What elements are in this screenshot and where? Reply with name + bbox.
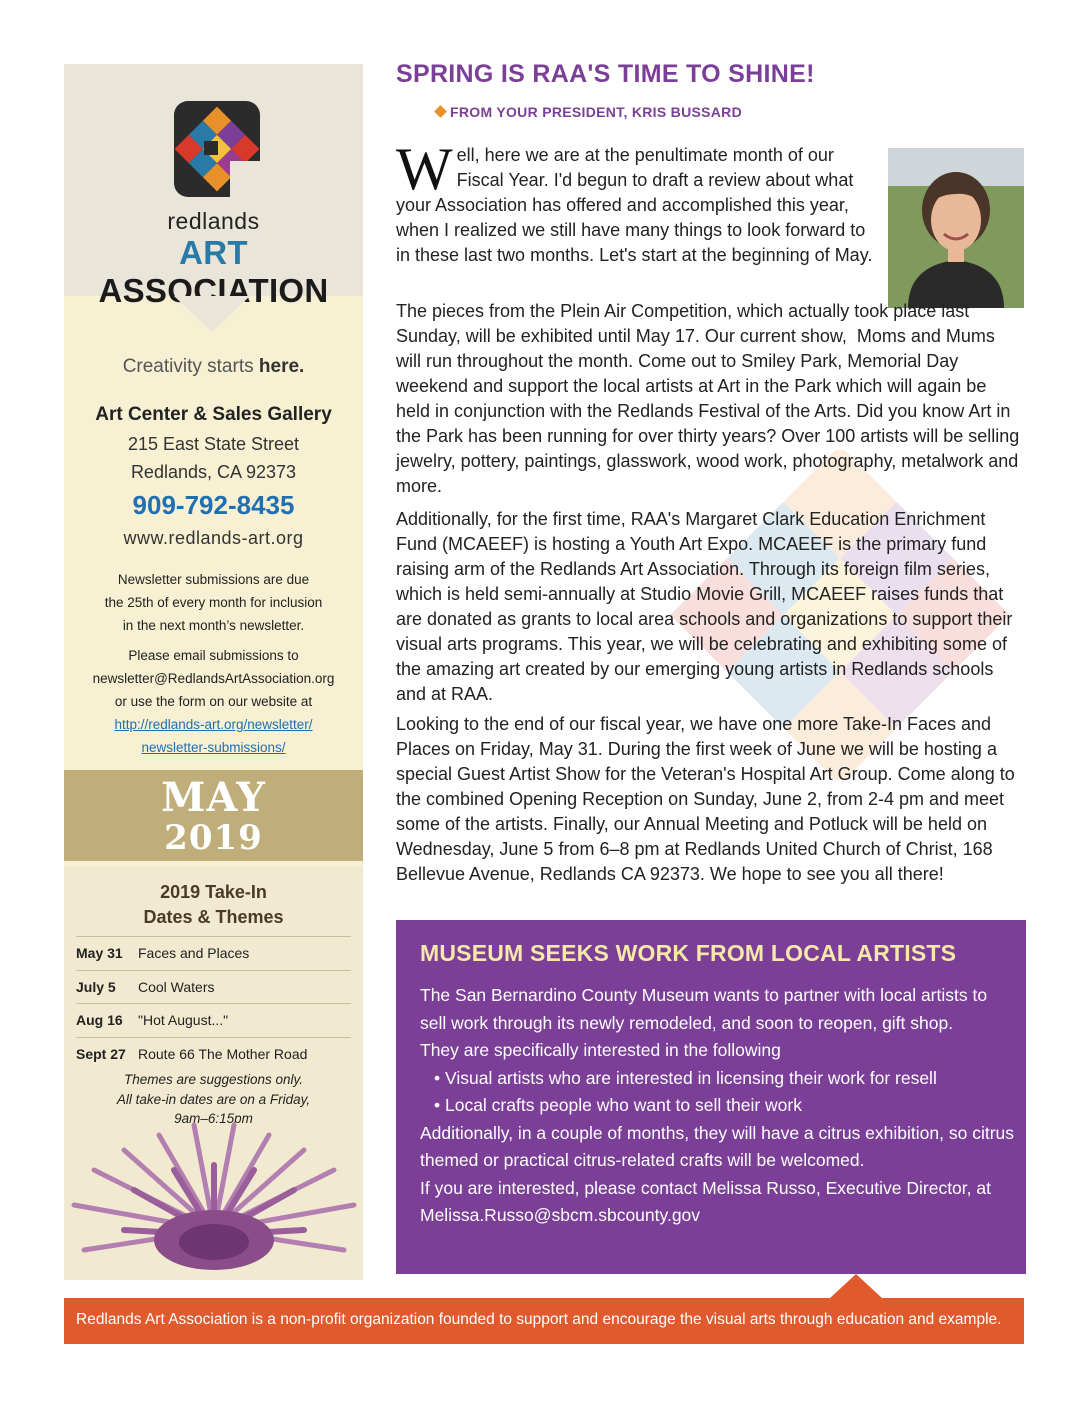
museum-bullet: • Visual artists who are interested in licensing their work for resell [434, 1067, 937, 1088]
drop-cap: W [396, 136, 453, 202]
paragraph-intro-text: ell, here we are at the penultimate month of our Fiscal Year. I'd begun to draft a review about what your Association has offered and accomplished this year, when I realized we still have many things to look forward to in these last two months. Let's start at the beginning of May. [396, 145, 873, 265]
president-photo [888, 148, 1024, 308]
paragraph-fiscal-year-end: Looking to the end of our fiscal year, we have one more Take-In Faces and Places on Friday, May 31. During the first week of June we will be hosting a special Guest Artist Show for the Veteran's Hospital Art Group. Come along to the combined Opening Reception on Sunday, June 2, from 2-4 pm and meet some of the artists. Finally, our Annual Meeting and Potluck will be held on Wednesday, June 5 from 6–8 pm at Redlands United Church of Christ, 168 Bellevue Avenue, Redlands CA 92373. We hope to see you all there! [396, 714, 1015, 884]
email-line: or use the form on our website at [114, 694, 313, 709]
logo-pointer [174, 296, 250, 332]
takein-date: Aug 16 [76, 1012, 123, 1029]
logo-association-word: ASSOCIATION [98, 272, 329, 309]
logo-block [64, 64, 363, 309]
address-line-2: Redlands, CA 92373 [130, 462, 297, 482]
tagline-bold: here. [258, 356, 305, 377]
takein-panel [64, 866, 363, 1280]
issue-month: MAY [161, 774, 266, 821]
gallery-title: Art Center & Sales Gallery [95, 404, 332, 425]
takein-theme: Route 66 The Mother Road [138, 1045, 308, 1062]
tagline-plain: Creativity starts [122, 356, 259, 377]
takein-row [76, 1003, 351, 1037]
website-link[interactable]: www.redlands-art.org [123, 528, 304, 548]
address-line-1: 215 East State Street [127, 434, 300, 454]
takein-footnote-line: 9am–6:15pm [174, 1111, 253, 1126]
article-byline: FROM YOUR PRESIDENT, KRIS BUSSARD [450, 104, 743, 120]
paragraph-mcaeef: Additionally, for the first time, RAA's Margaret Clark Education Enrichment Fund (MCAEEF) is hosting a Youth Art Expo. MCAEEF is the primary fund raising arm of the Redlands Art Association. Through its foreign film series, which is held semi-annually at Studio Movie Grill, MCAEEF raises funds that are donated as grants to local area schools and organizations to support their visual arts programs. This year, we will be celebrating and exhibiting some of the amazing art created by our emerging young artists in Redlands schools and at RAA. [396, 509, 1013, 704]
email-line[interactable]: newsletter@RedlandsArtAssociation.org [92, 671, 335, 686]
footer-banner [64, 1298, 1024, 1344]
takein-row [76, 936, 351, 970]
phone-number[interactable]: 909-792-8435 [132, 490, 295, 520]
issue-year: 2019 [164, 818, 263, 858]
museum-citrus: Additionally, in a couple of months, they will have a citrus exhibition, so citrus themed or practical citrus-related crafts will be welcomed. [420, 1122, 1015, 1170]
takein-row [76, 970, 351, 1004]
museum-callout [396, 920, 1026, 1274]
newsletter-note [74, 568, 353, 637]
footer-mission: Redlands Art Association is a non-profit organization founded to support and encourage the visual arts through education and example. [76, 1311, 1002, 1328]
museum-contact: If you are interested, please contact Melissa Russo, Executive Director, at Melissa.Russo@sbcm.sbcounty.gov [420, 1177, 991, 1225]
newsletter-line: the 25th of every month for inclusion [104, 595, 323, 610]
takein-table [76, 936, 351, 1070]
takein-title-line: Dates & Themes [143, 907, 284, 927]
paragraph-intro [396, 136, 880, 268]
callout-pointer [830, 1274, 882, 1298]
takein-row [76, 1037, 351, 1071]
takein-title [64, 880, 363, 930]
raa-logo-mark [174, 101, 260, 197]
logo-art-word: ART [179, 234, 248, 271]
tagline [64, 356, 363, 378]
takein-date: Sept 27 [76, 1045, 126, 1062]
takein-footnote-line: Themes are suggestions only. [123, 1072, 304, 1087]
takein-date: July 5 [76, 978, 116, 995]
email-note [74, 644, 353, 759]
issue-date-block [64, 770, 363, 861]
takein-footnote-line: All take-in dates are on a Friday, [116, 1091, 311, 1107]
museum-title: MUSEUM SEEKS WORK FROM LOCAL ARTISTS [420, 940, 957, 966]
submission-link[interactable]: http://redlands-art.org/newsletter/ [114, 717, 313, 732]
sidebar [64, 64, 363, 1280]
museum-intro: The San Bernardino County Museum wants to partner with local artists to sell work through its newly remodeled, and soon to reopen, gift shop. [420, 985, 988, 1033]
newsletter-line: Newsletter submissions are due [117, 572, 310, 587]
logo-small-text: redlands [167, 208, 260, 234]
email-line: Please email submissions to [128, 648, 299, 663]
takein-theme: Faces and Places [138, 945, 250, 962]
takein-date: May 31 [76, 945, 123, 962]
chrysanthemum-image [64, 1110, 363, 1280]
paragraph-plein-air: The pieces from the Plein Air Competition, which actually took place last Sunday, will be exhibited until May 17. Our current show, Moms and Mums will run throughout the month. Come out to Smiley Park, Memorial Day weekend and support the local artists at Art in the Park which will again be held in conjunction with the Redlands Festival of the Arts. Did you know Art in the Park has been running for over thirty years? Over 100 artists will be selling jewelry, pottery, paintings, glasswork, wood work, photography, metalwork and more. [396, 301, 1020, 496]
diamond-bullet-icon [434, 105, 447, 118]
article-headline: SPRING IS RAA'S TIME TO SHINE! [396, 60, 815, 88]
submission-link[interactable]: newsletter-submissions/ [141, 740, 286, 755]
museum-lead: They are specifically interested in the following [420, 1040, 781, 1060]
newsletter-line: in the next month’s newsletter. [122, 618, 305, 633]
takein-title-line: 2019 Take-In [160, 882, 267, 902]
museum-bullet: • Local crafts people who want to sell their work [434, 1095, 802, 1115]
takein-theme: Cool Waters [138, 978, 215, 995]
takein-theme: "Hot August..." [138, 1012, 229, 1029]
museum-body [420, 982, 1016, 1230]
